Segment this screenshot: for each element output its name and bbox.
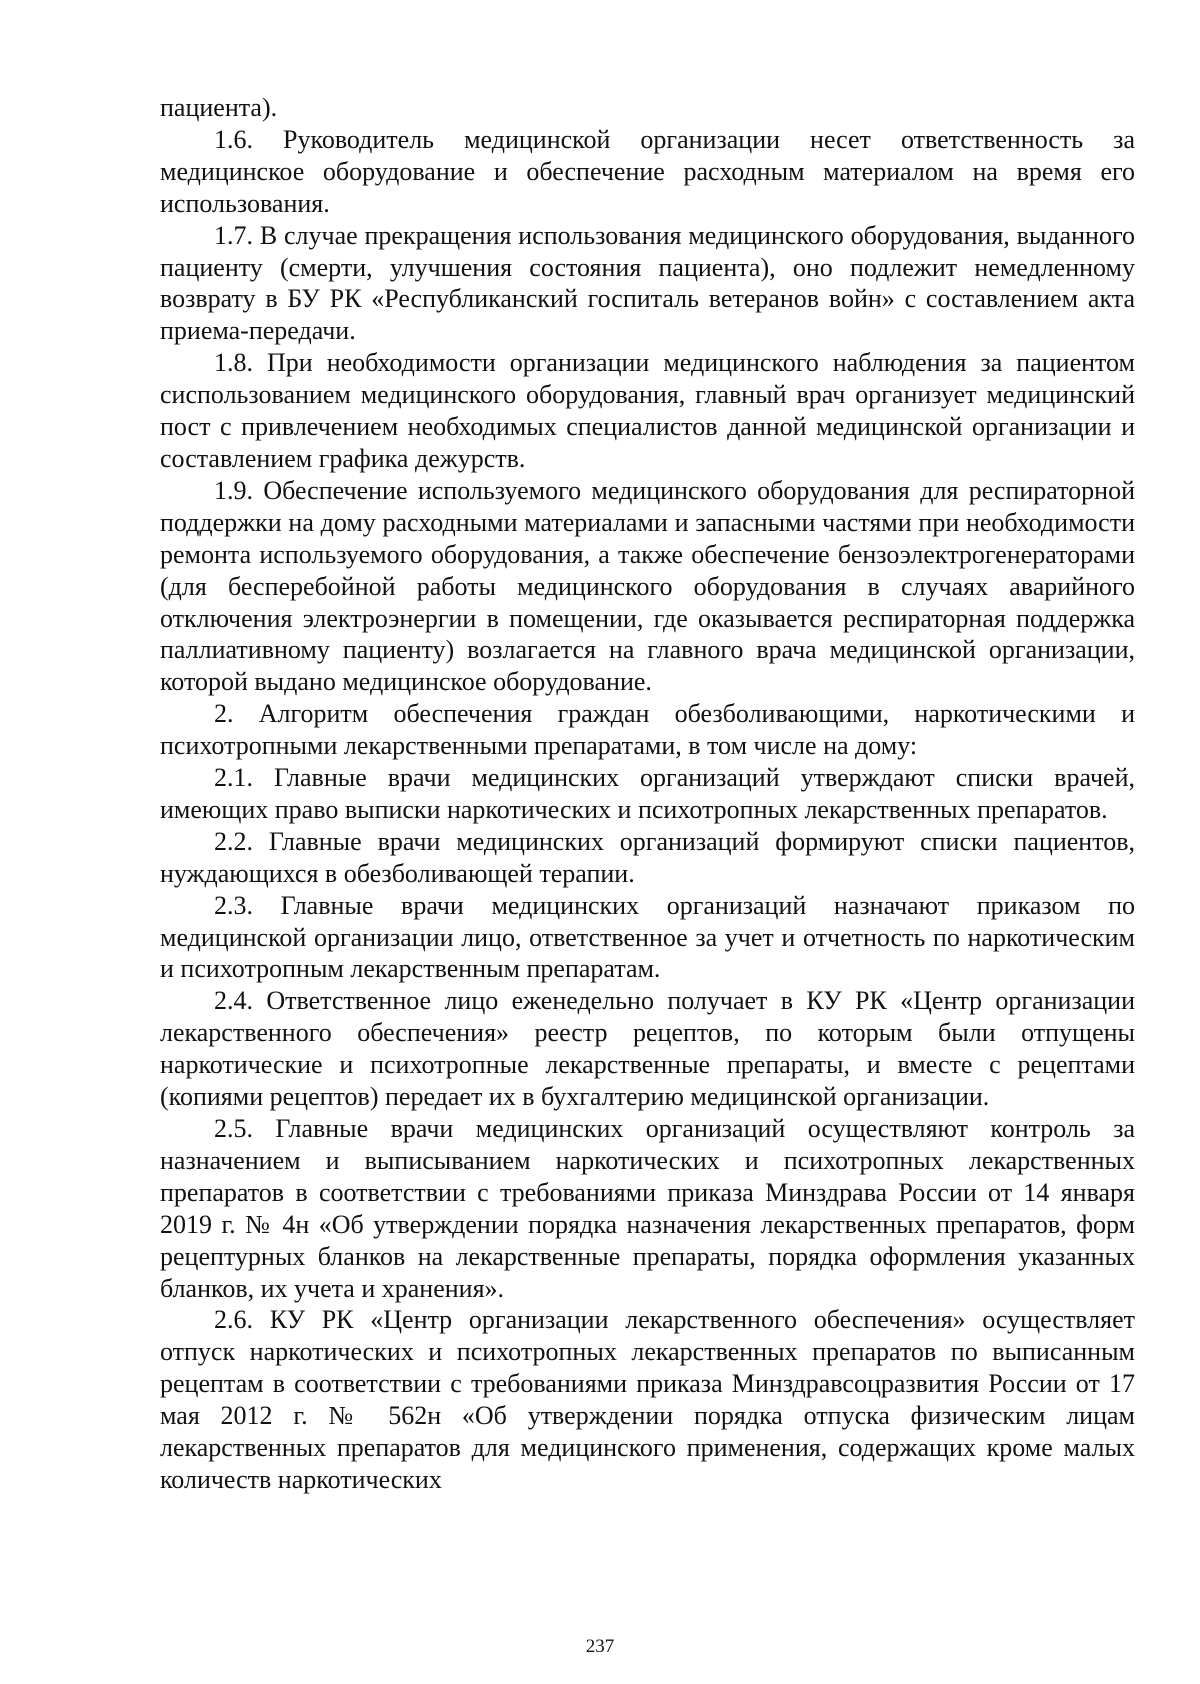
- page-number: 237: [585, 1636, 615, 1657]
- paragraph-1-6: 1.6. Руководитель медицинской организации несет ответственность за медицинское оборудование и обеспечение расходным материалом на время его использования.: [160, 124, 1135, 218]
- paragraph-2-1: 2.1. Главные врачи медицинских организаций утверждают списки врачей, имеющих право выписки наркотических и психотропных лекарственных препаратов.: [160, 763, 1135, 824]
- paragraph-2-5: 2.5. Главные врачи медицинских организаций осуществляют контроль за назначением и выписыванием наркотических и психотропных лекарственных препаратов в соответствии с требованиями приказа Минздрава России от 14 января 2019 г. № 4н «Об утверждении порядка назначения лекарственных препаратов, форм рецептурных бланков на лекарственные препараты, порядка оформления указанных бланков, их учета и хранения».: [160, 1114, 1135, 1303]
- paragraph-2-2: 2.2. Главные врачи медицинских организаций формируют списки пациентов, нуждающихся в обезболивающей терапии.: [160, 826, 1135, 888]
- document-body: [160, 92, 1135, 1496]
- paragraph-2: 2. Алгоритм обеспечения граждан обезболивающими, наркотическими и психотропными лекарственными препаратами, в том числе на дому:: [160, 699, 1135, 761]
- paragraph-2-3: 2.3. Главные врачи медицинских организаций назначают приказом по медицинской организации лицо, ответственное за учет и отчетность по наркотическим и психотропным лекарственным препаратам.: [160, 890, 1135, 984]
- paragraph-1-8: 1.8. При необходимости организации медицинского наблюдения за пациентом сиспользованием медицинского оборудования, главный врач организует медицинский пост с привлечением необходимых специалистов данной медицинской организации и составлением графика дежурств.: [160, 348, 1135, 473]
- paragraph-continuation: пациента).: [160, 93, 278, 122]
- paragraph-1-9: 1.9. Обеспечение используемого медицинского оборудования для респираторной поддержки на дому расходными материалами и запасными частями при необходимости ремонта используемого оборудования, а также обеспечение бензоэлектрогенераторами (для бесперебойной работы медицинского оборудования в случаях аварийного отключения электроэнергии в помещении, где оказывается респираторная поддержка паллиативному пациенту) возлагается на главного врача медицинской организации, которой выдано медицинское оборудование.: [160, 475, 1135, 697]
- paragraph-2-4: 2.4. Ответственное лицо еженедельно получает в КУ РК «Центр организации лекарственного обеспечения» реестр рецептов, по которым были отпущены наркотические и психотропные лекарственные препараты, и вместе с рецептами (копиями рецептов) передает их в бухгалтерию медицинской организации.: [160, 986, 1135, 1112]
- paragraph-1-7: 1.7. В случае прекращения использования медицинского оборудования, выданного пациенту (смерти, улучшения состояния пациента), оно подлежит немедленному возврату в БУ РК «Республиканский госпиталь ветеранов войн» с составлением акта приема-передачи.: [160, 220, 1135, 346]
- paragraph-2-6: 2.6. КУ РК «Центр организации лекарственного обеспечения» осуществляет отпуск наркотических и психотропных лекарственных препаратов по выписанным рецептам в соответствии с требованиями приказа Минздравсоцразвития России от 17 мая 2012 г. № 562н «Об утверждении порядка отпуска физическим лицам лекарственных препаратов для медицинского применения, содержащих кроме малых количеств наркотических: [160, 1305, 1135, 1494]
